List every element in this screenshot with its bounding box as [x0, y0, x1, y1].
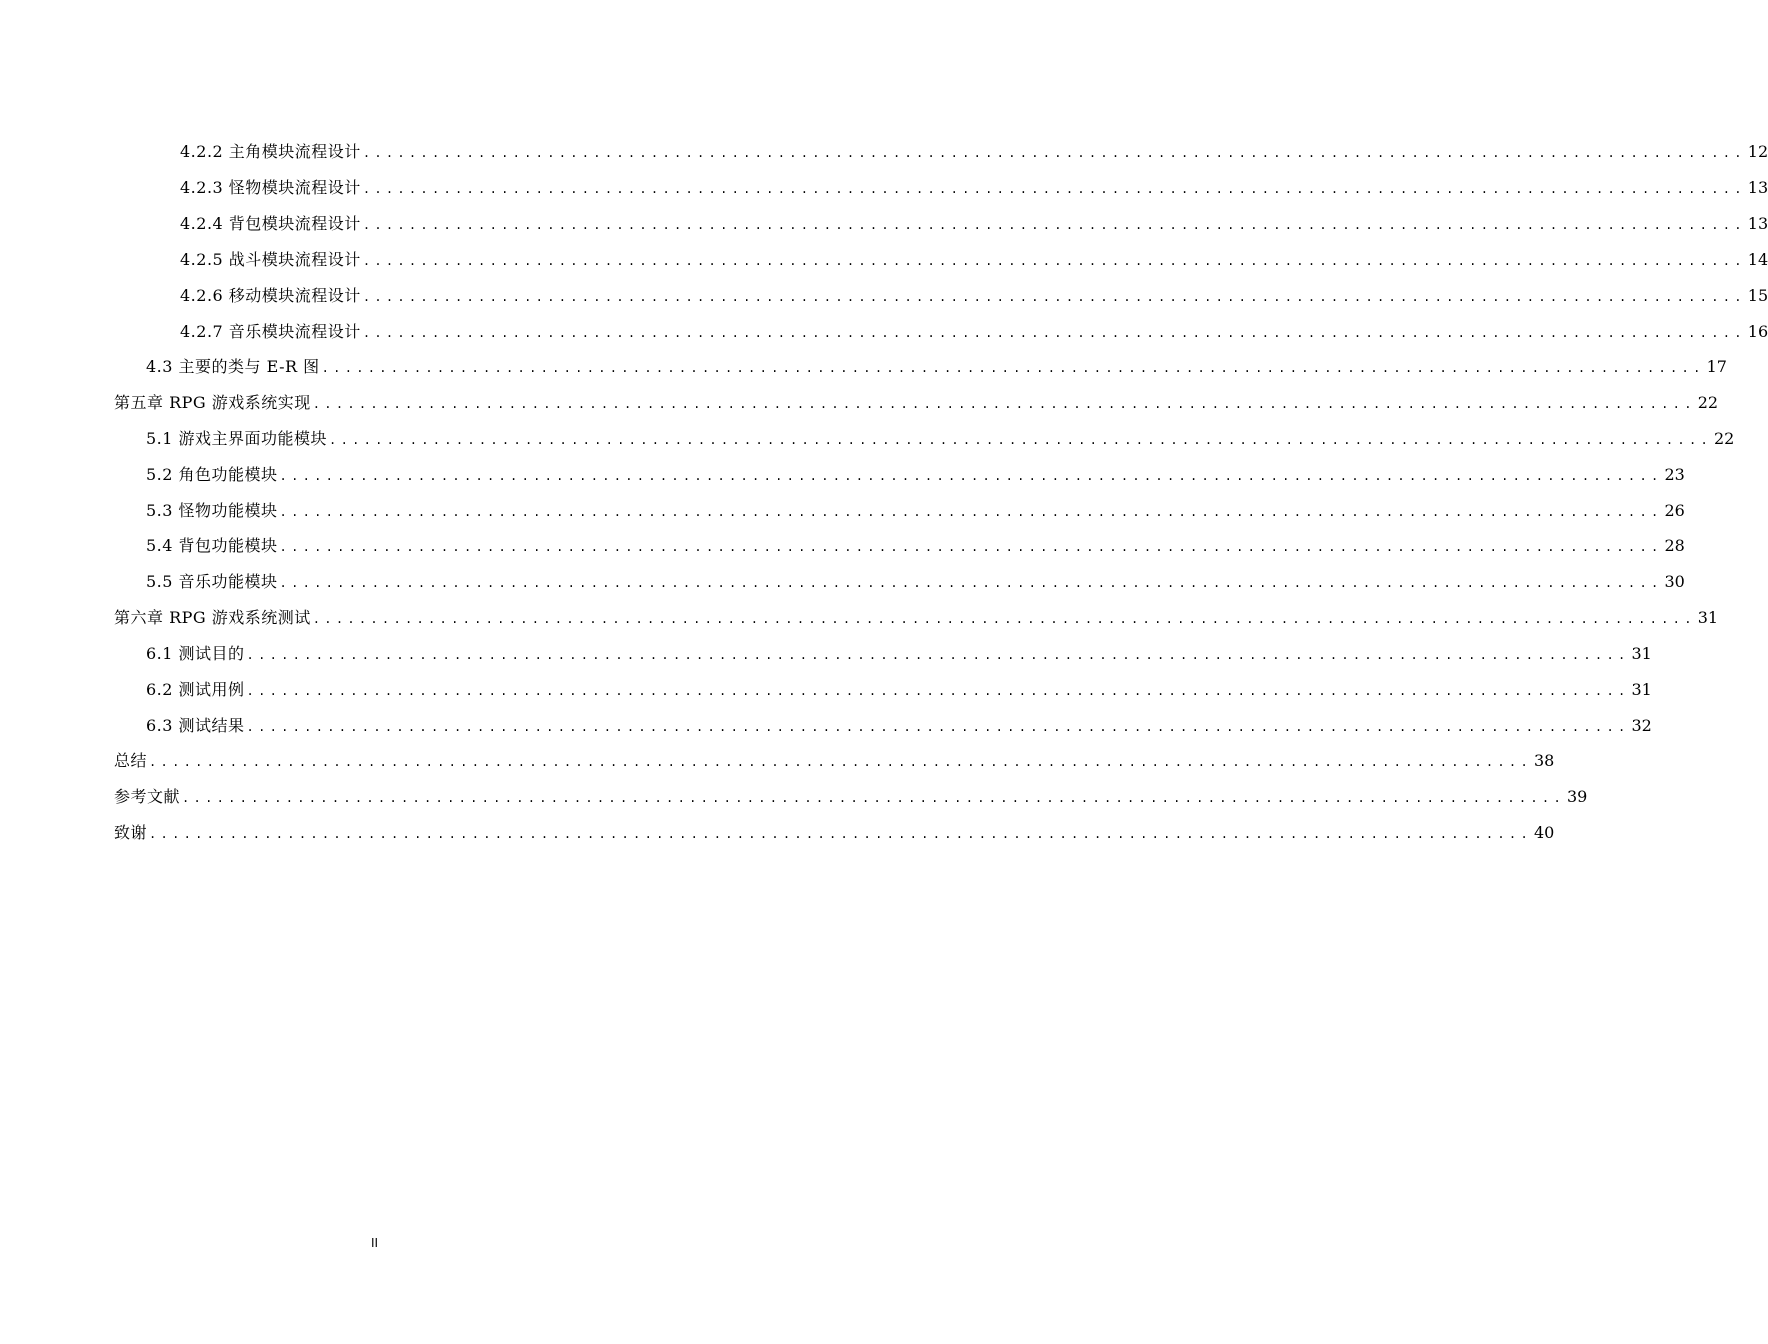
toc-leader-dots: ........................................................................................................................	[362, 218, 1746, 232]
toc-entry[interactable]	[114, 783, 1588, 807]
toc-entry-title: 致谢	[114, 823, 148, 842]
toc-entry-page: 26	[1664, 501, 1685, 520]
toc-entry-page: 31	[1631, 644, 1652, 663]
toc-leader-dots: ........................................................................................................................	[321, 361, 1705, 375]
toc-entry-page: 23	[1664, 465, 1685, 484]
page-number: II	[371, 1236, 379, 1250]
toc-leader-dots: ........................................................................................................................	[362, 254, 1746, 268]
toc-leader-dots: ........................................................................................................................	[182, 791, 1565, 805]
toc-leader-dots: ........................................................................................................................	[329, 433, 1712, 447]
toc-entry[interactable]	[146, 497, 1685, 521]
toc-entry[interactable]	[180, 246, 1768, 270]
toc-entry[interactable]	[114, 819, 1555, 843]
toc-entry-title: 6.2 测试用例	[146, 680, 245, 699]
toc-entry-title: 6.1 测试目的	[146, 644, 245, 663]
toc-leader-dots: ........................................................................................................................	[246, 648, 1630, 662]
toc-entry-page: 30	[1664, 572, 1685, 591]
toc-entry[interactable]	[114, 604, 1719, 628]
toc-entry-page: 22	[1714, 429, 1735, 448]
toc-entry-title: 总结	[114, 751, 148, 770]
toc-leader-dots: ........................................................................................................................	[246, 684, 1630, 698]
toc-leader-dots: ........................................................................................................................	[149, 755, 1532, 769]
toc-entry[interactable]	[180, 138, 1768, 162]
toc-entry-title: 4.2.3 怪物模块流程设计	[180, 178, 361, 197]
toc-entry-title: 参考文献	[114, 787, 181, 806]
toc-entry-page: 40	[1533, 823, 1555, 842]
toc-leader-dots: ........................................................................................................................	[362, 182, 1746, 196]
toc-entry[interactable]	[146, 461, 1685, 485]
toc-leader-dots: ........................................................................................................................	[279, 540, 1663, 554]
toc-entry[interactable]	[114, 747, 1555, 771]
toc-entry[interactable]	[146, 353, 1727, 377]
toc-entry[interactable]	[180, 210, 1768, 234]
toc-entry-page: 16	[1747, 322, 1768, 341]
toc-entry-page: 14	[1747, 250, 1768, 269]
toc-entry-page: 15	[1747, 286, 1768, 305]
toc-entry[interactable]	[146, 712, 1652, 736]
toc-entry[interactable]	[146, 425, 1735, 449]
toc-entry-page: 13	[1747, 214, 1768, 233]
toc-entry[interactable]	[180, 318, 1768, 342]
toc-leader-dots: ........................................................................................................................	[362, 146, 1746, 160]
toc-entry-title: 4.2.7 音乐模块流程设计	[180, 322, 361, 341]
toc-entry-title: 4.2.4 背包模块流程设计	[180, 214, 361, 233]
toc-entry[interactable]	[180, 282, 1768, 306]
toc-leader-dots: ........................................................................................................................	[312, 612, 1696, 626]
toc-entry[interactable]	[146, 532, 1685, 556]
toc-entry-page: 22	[1697, 393, 1719, 412]
toc-entry[interactable]	[146, 568, 1685, 592]
toc-entry-page: 31	[1697, 608, 1719, 627]
toc-entry-title: 5.3 怪物功能模块	[146, 501, 278, 520]
toc-entry-title: 5.1 游戏主界面功能模块	[146, 429, 328, 448]
toc-leader-dots: ........................................................................................................................	[362, 326, 1746, 340]
toc-entry-title: 5.4 背包功能模块	[146, 536, 278, 555]
toc-entry-page: 31	[1631, 680, 1652, 699]
toc-entry-title: 6.3 测试结果	[146, 716, 245, 735]
toc-leader-dots: ........................................................................................................................	[246, 720, 1630, 734]
toc-entry-page: 32	[1631, 716, 1652, 735]
toc-entry[interactable]	[114, 389, 1719, 413]
toc-leader-dots: ........................................................................................................................	[149, 827, 1532, 841]
toc-entry-title: 4.3 主要的类与 E-R 图	[146, 357, 320, 376]
toc-entry-title: 4.2.6 移动模块流程设计	[180, 286, 361, 305]
toc-entry-title: 5.5 音乐功能模块	[146, 572, 278, 591]
toc-leader-dots: ........................................................................................................................	[312, 397, 1696, 411]
toc-entry[interactable]	[180, 174, 1768, 198]
toc-entry-title: 4.2.2 主角模块流程设计	[180, 142, 361, 161]
toc-leader-dots: ........................................................................................................................	[279, 505, 1663, 519]
toc-entry[interactable]	[146, 640, 1652, 664]
toc-entry[interactable]	[146, 676, 1652, 700]
toc-entry-page: 12	[1747, 142, 1768, 161]
toc-leader-dots: ........................................................................................................................	[279, 469, 1663, 483]
toc-entry-title: 5.2 角色功能模块	[146, 465, 278, 484]
toc-leader-dots: ........................................................................................................................	[279, 576, 1663, 590]
toc-entry-page: 17	[1706, 357, 1727, 376]
toc-entry-page: 28	[1664, 536, 1685, 555]
toc-leader-dots: ........................................................................................................................	[362, 290, 1746, 304]
toc-entry-page: 13	[1747, 178, 1768, 197]
toc-entry-page: 38	[1533, 751, 1555, 770]
toc-entry-page: 39	[1566, 787, 1588, 806]
toc-entry-title: 第五章 RPG 游戏系统实现	[114, 393, 311, 412]
toc-entry-title: 4.2.5 战斗模块流程设计	[180, 250, 361, 269]
toc-entry-title: 第六章 RPG 游戏系统测试	[114, 608, 311, 627]
